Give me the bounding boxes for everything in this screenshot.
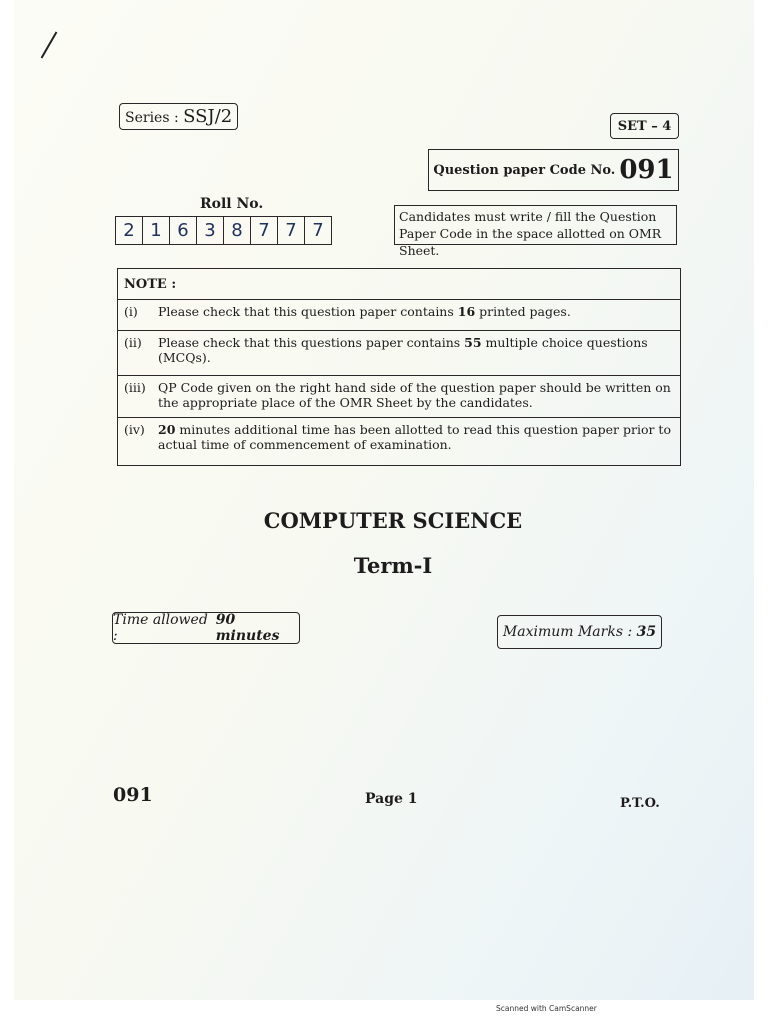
series-label: Series : [125, 110, 179, 126]
roll-digit: 7 [251, 217, 278, 244]
roll-number-label: Roll No. [200, 196, 264, 212]
time-allowed-box [112, 612, 300, 644]
note-item [118, 418, 680, 465]
roll-digit: 6 [170, 217, 197, 244]
maximum-marks-box [497, 615, 662, 649]
roll-digit: 3 [197, 217, 224, 244]
question-code-label: Question paper Code No. [433, 162, 616, 178]
series-box [119, 103, 238, 130]
marks-label: Maximum Marks : [502, 624, 633, 640]
note-number: (iv) [124, 422, 145, 437]
note-item [118, 376, 680, 418]
note-text: Please check that this question paper contains 16 printed pages. [158, 304, 571, 319]
roll-digit: 2 [116, 217, 143, 244]
note-number: (i) [124, 304, 138, 319]
time-value: 90 minutes [215, 612, 280, 644]
series-value: SSJ/2 [183, 106, 233, 127]
note-box [117, 268, 681, 466]
note-text: QP Code given on the right hand side of the question paper should be written on the appropriate place of the OMR Sheet by the candidates. [158, 380, 671, 410]
scanner-watermark: Scanned with CamScanner [496, 1004, 597, 1013]
term-title: Term-I [353, 553, 433, 578]
marks-value: 35 [636, 624, 657, 640]
time-label: Time allowed : [113, 612, 208, 644]
candidate-instruction: Candidates must write / fill the Question Paper Code in the space allotted on OMR Sheet. [394, 205, 677, 245]
question-code-value: 091 [619, 155, 674, 185]
question-code-box [428, 149, 679, 191]
roll-number-grid [115, 216, 332, 245]
roll-digit: 8 [224, 217, 251, 244]
subject-title: COMPUTER SCIENCE [263, 508, 523, 533]
roll-digit: 1 [143, 217, 170, 244]
footer-pto: P.T.O. [620, 796, 660, 811]
roll-digit: 7 [278, 217, 305, 244]
note-heading: NOTE : [118, 269, 680, 300]
note-text: Please check that this questions paper contains 55 multiple choice questions (MCQs). [158, 335, 648, 365]
roll-digit: 7 [312, 220, 324, 241]
note-number: (iii) [124, 380, 146, 395]
footer-paper-code: 091 [113, 784, 153, 806]
set-box [610, 113, 679, 139]
footer-page-number: Page 1 [365, 791, 418, 807]
note-item [118, 300, 680, 331]
note-number: (ii) [124, 335, 142, 350]
note-text: 20 minutes additional time has been allotted to read this question paper prior to actual time of commencement of examination. [158, 422, 671, 452]
set-label: SET – 4 [617, 118, 672, 134]
note-item [118, 331, 680, 376]
